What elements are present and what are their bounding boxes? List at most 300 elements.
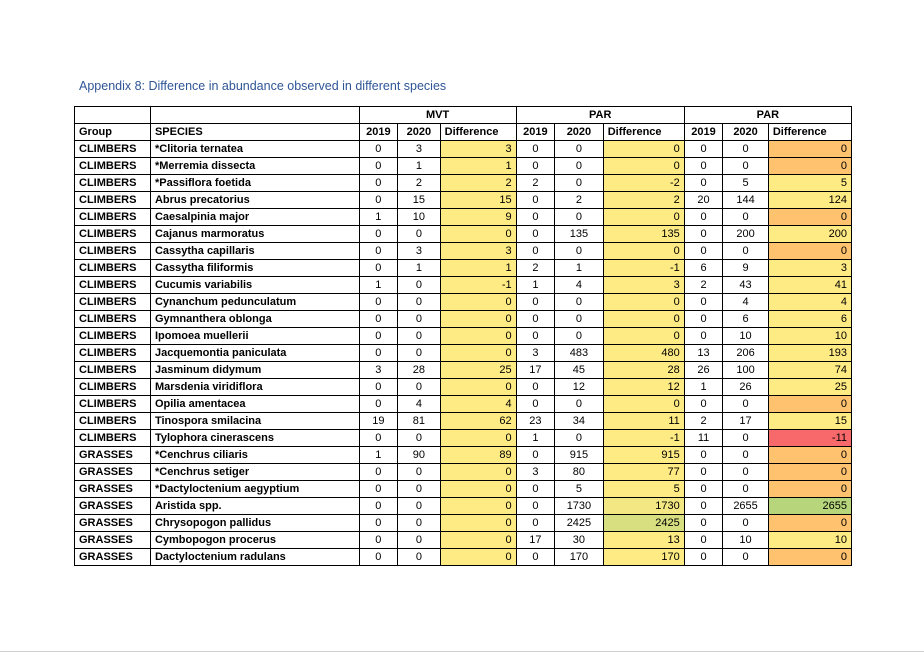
- table-row: [75, 447, 852, 464]
- par1-difference-cell: 2425: [603, 515, 684, 532]
- par2-2019-cell: 0: [684, 396, 722, 413]
- mvt-2019-cell: 0: [359, 260, 397, 277]
- mvt-difference-cell: 0: [440, 549, 516, 566]
- table-row: [75, 379, 852, 396]
- mvt-difference-cell: 0: [440, 311, 516, 328]
- mvt-difference-cell: -1: [440, 277, 516, 294]
- mvt-difference-cell: 0: [440, 532, 516, 549]
- mvt-2020-cell: 0: [398, 498, 441, 515]
- par1-2019-cell: 0: [516, 311, 554, 328]
- mvt-2020-cell: 0: [398, 277, 441, 294]
- par1-2020-cell: 0: [555, 175, 604, 192]
- mvt-2020-cell: 0: [398, 345, 441, 362]
- par1-2020-cell: 0: [555, 311, 604, 328]
- species-cell: Gymnanthera oblonga: [150, 311, 359, 328]
- par1-difference-cell: 5: [603, 481, 684, 498]
- mvt-2020-cell: 0: [398, 549, 441, 566]
- group-cell: CLIMBERS: [75, 345, 151, 362]
- mvt-2020-cell: 0: [398, 379, 441, 396]
- par1-2019-cell: 0: [516, 209, 554, 226]
- par1-2020-cell: 34: [555, 413, 604, 430]
- par2-2019-cell: 2: [684, 277, 722, 294]
- par1-2019-cell: 0: [516, 294, 554, 311]
- mvt-2019-cell: 0: [359, 141, 397, 158]
- species-cell: Tylophora cinerascens: [150, 430, 359, 447]
- par2-2020-cell: 4: [723, 294, 769, 311]
- group-cell: CLIMBERS: [75, 430, 151, 447]
- species-cell: Cassytha filiformis: [150, 260, 359, 277]
- par2-difference-cell: 5: [768, 175, 851, 192]
- par2-2020-cell: 9: [723, 260, 769, 277]
- group-cell: CLIMBERS: [75, 175, 151, 192]
- par1-difference-cell: 12: [603, 379, 684, 396]
- mvt-difference-cell: 15: [440, 192, 516, 209]
- par2-difference-cell: 10: [768, 328, 851, 345]
- group-cell: CLIMBERS: [75, 379, 151, 396]
- mvt-difference-cell: 2: [440, 175, 516, 192]
- col-header-par2-2019: 2019: [684, 124, 722, 141]
- par2-2019-cell: 2: [684, 413, 722, 430]
- table-row: [75, 260, 852, 277]
- mvt-2019-cell: 0: [359, 311, 397, 328]
- par2-2020-cell: 100: [723, 362, 769, 379]
- mvt-2019-cell: 0: [359, 158, 397, 175]
- par1-2020-cell: 0: [555, 209, 604, 226]
- table-body: [75, 141, 852, 566]
- col-header-species: SPECIES: [150, 124, 359, 141]
- mvt-difference-cell: 0: [440, 515, 516, 532]
- mvt-2019-cell: 3: [359, 362, 397, 379]
- species-cell: Jasminum didymum: [150, 362, 359, 379]
- species-cell: Ipomoea muellerii: [150, 328, 359, 345]
- par1-2019-cell: 0: [516, 192, 554, 209]
- par2-2019-cell: 1: [684, 379, 722, 396]
- par2-difference-cell: 3: [768, 260, 851, 277]
- species-cell: Cucumis variabilis: [150, 277, 359, 294]
- par1-difference-cell: 0: [603, 141, 684, 158]
- table-row: [75, 311, 852, 328]
- par2-difference-cell: 0: [768, 141, 851, 158]
- col-header-mvt-2019: 2019: [359, 124, 397, 141]
- group-cell: GRASSES: [75, 532, 151, 549]
- mvt-2020-cell: 1: [398, 260, 441, 277]
- par2-2019-cell: 0: [684, 481, 722, 498]
- mvt-2019-cell: 0: [359, 532, 397, 549]
- par2-2019-cell: 26: [684, 362, 722, 379]
- par1-difference-cell: -1: [603, 260, 684, 277]
- mvt-difference-cell: 0: [440, 345, 516, 362]
- par2-difference-cell: 4: [768, 294, 851, 311]
- par1-2019-cell: 17: [516, 362, 554, 379]
- mvt-2020-cell: 0: [398, 328, 441, 345]
- mvt-2020-cell: 0: [398, 481, 441, 498]
- abundance-table: [74, 106, 852, 566]
- species-cell: Cymbopogon procerus: [150, 532, 359, 549]
- par1-2020-cell: 0: [555, 328, 604, 345]
- par1-difference-cell: -1: [603, 430, 684, 447]
- par2-difference-cell: 0: [768, 158, 851, 175]
- table-row: [75, 481, 852, 498]
- par2-2019-cell: 20: [684, 192, 722, 209]
- par2-2020-cell: 10: [723, 328, 769, 345]
- par1-2020-cell: 1730: [555, 498, 604, 515]
- par1-difference-cell: 0: [603, 396, 684, 413]
- par1-2020-cell: 80: [555, 464, 604, 481]
- species-cell: Cajanus marmoratus: [150, 226, 359, 243]
- mvt-difference-cell: 3: [440, 243, 516, 260]
- table-row: [75, 362, 852, 379]
- species-cell: Marsdenia viridiflora: [150, 379, 359, 396]
- group-cell: CLIMBERS: [75, 294, 151, 311]
- site-header-par-2: PAR: [684, 107, 851, 124]
- par2-2019-cell: 0: [684, 226, 722, 243]
- par1-2019-cell: 0: [516, 328, 554, 345]
- group-cell: GRASSES: [75, 549, 151, 566]
- mvt-difference-cell: 0: [440, 226, 516, 243]
- par1-2019-cell: 0: [516, 447, 554, 464]
- par1-difference-cell: 0: [603, 243, 684, 260]
- group-cell: GRASSES: [75, 464, 151, 481]
- group-cell: GRASSES: [75, 481, 151, 498]
- mvt-2020-cell: 0: [398, 430, 441, 447]
- par1-difference-cell: 480: [603, 345, 684, 362]
- par1-2019-cell: 0: [516, 243, 554, 260]
- par1-2020-cell: 0: [555, 396, 604, 413]
- site-header-row: [75, 107, 852, 124]
- mvt-difference-cell: 4: [440, 396, 516, 413]
- par1-difference-cell: 915: [603, 447, 684, 464]
- par2-2019-cell: 0: [684, 464, 722, 481]
- species-cell: Abrus precatorius: [150, 192, 359, 209]
- mvt-2019-cell: 0: [359, 294, 397, 311]
- par2-2020-cell: 0: [723, 243, 769, 260]
- mvt-2019-cell: 0: [359, 498, 397, 515]
- par2-2020-cell: 200: [723, 226, 769, 243]
- par2-difference-cell: 193: [768, 345, 851, 362]
- table-row: [75, 396, 852, 413]
- mvt-2020-cell: 1: [398, 158, 441, 175]
- table-row: [75, 226, 852, 243]
- col-header-par1-difference: Difference: [603, 124, 684, 141]
- col-header-par2-difference: Difference: [768, 124, 851, 141]
- mvt-2019-cell: 0: [359, 379, 397, 396]
- par2-2020-cell: 0: [723, 141, 769, 158]
- table-row: [75, 192, 852, 209]
- species-cell: Jacquemontia paniculata: [150, 345, 359, 362]
- par1-2020-cell: 4: [555, 277, 604, 294]
- par1-2019-cell: 0: [516, 481, 554, 498]
- par1-2020-cell: 45: [555, 362, 604, 379]
- par2-difference-cell: 0: [768, 396, 851, 413]
- group-cell: CLIMBERS: [75, 311, 151, 328]
- appendix-caption: Appendix 8: Difference in abundance observed in different species: [79, 79, 447, 93]
- par2-2019-cell: 0: [684, 158, 722, 175]
- species-cell: Chrysopogon pallidus: [150, 515, 359, 532]
- mvt-2019-cell: 0: [359, 345, 397, 362]
- mvt-difference-cell: 62: [440, 413, 516, 430]
- mvt-2020-cell: 0: [398, 464, 441, 481]
- par1-2019-cell: 0: [516, 549, 554, 566]
- group-cell: CLIMBERS: [75, 209, 151, 226]
- species-cell: Aristida spp.: [150, 498, 359, 515]
- species-cell: *Clitoria ternatea: [150, 141, 359, 158]
- mvt-2020-cell: 15: [398, 192, 441, 209]
- par1-difference-cell: 0: [603, 209, 684, 226]
- par1-2020-cell: 170: [555, 549, 604, 566]
- par1-difference-cell: 0: [603, 328, 684, 345]
- par2-2020-cell: 6: [723, 311, 769, 328]
- species-cell: *Cenchrus setiger: [150, 464, 359, 481]
- par2-difference-cell: 124: [768, 192, 851, 209]
- par2-difference-cell: 200: [768, 226, 851, 243]
- par1-2020-cell: 12: [555, 379, 604, 396]
- page-bottom-divider: [0, 651, 924, 652]
- par2-difference-cell: 41: [768, 277, 851, 294]
- par1-2019-cell: 0: [516, 141, 554, 158]
- col-header-mvt-2020: 2020: [398, 124, 441, 141]
- mvt-2019-cell: 1: [359, 277, 397, 294]
- par2-difference-cell: 0: [768, 464, 851, 481]
- table-row: [75, 515, 852, 532]
- group-cell: CLIMBERS: [75, 141, 151, 158]
- mvt-difference-cell: 3: [440, 141, 516, 158]
- mvt-2020-cell: 0: [398, 311, 441, 328]
- species-cell: Dactyloctenium radulans: [150, 549, 359, 566]
- col-header-par1-2019: 2019: [516, 124, 554, 141]
- column-header-row: [75, 124, 852, 141]
- par2-2019-cell: 0: [684, 498, 722, 515]
- mvt-2019-cell: 19: [359, 413, 397, 430]
- table-row: [75, 328, 852, 345]
- par2-difference-cell: 0: [768, 481, 851, 498]
- table-row: [75, 532, 852, 549]
- group-cell: CLIMBERS: [75, 396, 151, 413]
- mvt-2019-cell: 0: [359, 430, 397, 447]
- par2-2020-cell: 2655: [723, 498, 769, 515]
- par1-2019-cell: 2: [516, 260, 554, 277]
- mvt-2019-cell: 0: [359, 243, 397, 260]
- par1-difference-cell: 0: [603, 158, 684, 175]
- mvt-2020-cell: 81: [398, 413, 441, 430]
- par1-difference-cell: 28: [603, 362, 684, 379]
- par2-difference-cell: 6: [768, 311, 851, 328]
- mvt-difference-cell: 0: [440, 379, 516, 396]
- mvt-2020-cell: 0: [398, 226, 441, 243]
- mvt-2019-cell: 0: [359, 328, 397, 345]
- par2-2019-cell: 0: [684, 447, 722, 464]
- par2-2020-cell: 0: [723, 158, 769, 175]
- par1-2019-cell: 0: [516, 158, 554, 175]
- table-row: [75, 175, 852, 192]
- par1-2020-cell: 2425: [555, 515, 604, 532]
- par1-2020-cell: 0: [555, 158, 604, 175]
- col-header-group: Group: [75, 124, 151, 141]
- par1-2019-cell: 3: [516, 345, 554, 362]
- blank-header-cell: [75, 107, 151, 124]
- mvt-2020-cell: 0: [398, 532, 441, 549]
- par2-2019-cell: 0: [684, 141, 722, 158]
- mvt-difference-cell: 0: [440, 328, 516, 345]
- group-cell: CLIMBERS: [75, 192, 151, 209]
- group-cell: GRASSES: [75, 515, 151, 532]
- par2-2020-cell: 0: [723, 447, 769, 464]
- species-cell: *Cenchrus ciliaris: [150, 447, 359, 464]
- blank-header-cell: [150, 107, 359, 124]
- par1-difference-cell: 0: [603, 311, 684, 328]
- par1-2020-cell: 0: [555, 141, 604, 158]
- par2-2020-cell: 0: [723, 481, 769, 498]
- par1-2020-cell: 2: [555, 192, 604, 209]
- group-cell: CLIMBERS: [75, 243, 151, 260]
- par2-2020-cell: 0: [723, 396, 769, 413]
- mvt-difference-cell: 1: [440, 158, 516, 175]
- par1-2020-cell: 915: [555, 447, 604, 464]
- par2-2020-cell: 144: [723, 192, 769, 209]
- par2-2020-cell: 5: [723, 175, 769, 192]
- par1-difference-cell: 135: [603, 226, 684, 243]
- mvt-2019-cell: 0: [359, 481, 397, 498]
- par2-2020-cell: 17: [723, 413, 769, 430]
- mvt-difference-cell: 0: [440, 498, 516, 515]
- species-cell: Cassytha capillaris: [150, 243, 359, 260]
- par2-2019-cell: 0: [684, 515, 722, 532]
- group-cell: CLIMBERS: [75, 226, 151, 243]
- par2-2019-cell: 0: [684, 532, 722, 549]
- par2-2019-cell: 0: [684, 209, 722, 226]
- par2-2020-cell: 0: [723, 464, 769, 481]
- par2-2020-cell: 26: [723, 379, 769, 396]
- par2-difference-cell: -11: [768, 430, 851, 447]
- par1-2019-cell: 0: [516, 498, 554, 515]
- table-row: [75, 498, 852, 515]
- mvt-difference-cell: 0: [440, 294, 516, 311]
- par1-difference-cell: 11: [603, 413, 684, 430]
- par1-2020-cell: 0: [555, 430, 604, 447]
- par2-difference-cell: 10: [768, 532, 851, 549]
- par1-2019-cell: 0: [516, 379, 554, 396]
- mvt-difference-cell: 0: [440, 430, 516, 447]
- col-header-par1-2020: 2020: [555, 124, 604, 141]
- table-row: [75, 294, 852, 311]
- par1-2019-cell: 2: [516, 175, 554, 192]
- mvt-2020-cell: 90: [398, 447, 441, 464]
- par1-2020-cell: 0: [555, 294, 604, 311]
- par2-2019-cell: 0: [684, 243, 722, 260]
- table-row: [75, 141, 852, 158]
- mvt-2020-cell: 28: [398, 362, 441, 379]
- mvt-2019-cell: 0: [359, 515, 397, 532]
- mvt-2020-cell: 2: [398, 175, 441, 192]
- par2-2019-cell: 0: [684, 328, 722, 345]
- species-cell: *Dactyloctenium aegyptium: [150, 481, 359, 498]
- mvt-difference-cell: 89: [440, 447, 516, 464]
- table-row: [75, 345, 852, 362]
- mvt-2020-cell: 0: [398, 515, 441, 532]
- table-row: [75, 549, 852, 566]
- col-header-mvt-difference: Difference: [440, 124, 516, 141]
- species-cell: Cynanchum pedunculatum: [150, 294, 359, 311]
- mvt-2019-cell: 0: [359, 192, 397, 209]
- species-cell: Tinospora smilacina: [150, 413, 359, 430]
- group-cell: CLIMBERS: [75, 158, 151, 175]
- par1-2020-cell: 1: [555, 260, 604, 277]
- mvt-difference-cell: 1: [440, 260, 516, 277]
- par1-difference-cell: 77: [603, 464, 684, 481]
- par2-2019-cell: 13: [684, 345, 722, 362]
- mvt-difference-cell: 25: [440, 362, 516, 379]
- group-cell: GRASSES: [75, 498, 151, 515]
- par2-difference-cell: 25: [768, 379, 851, 396]
- mvt-2020-cell: 3: [398, 141, 441, 158]
- mvt-2019-cell: 0: [359, 549, 397, 566]
- par1-2020-cell: 135: [555, 226, 604, 243]
- group-cell: CLIMBERS: [75, 362, 151, 379]
- mvt-2019-cell: 0: [359, 226, 397, 243]
- species-cell: *Merremia dissecta: [150, 158, 359, 175]
- par2-difference-cell: 0: [768, 515, 851, 532]
- par2-2020-cell: 0: [723, 515, 769, 532]
- mvt-difference-cell: 9: [440, 209, 516, 226]
- par2-difference-cell: 0: [768, 447, 851, 464]
- par1-2019-cell: 1: [516, 277, 554, 294]
- par2-2019-cell: 0: [684, 311, 722, 328]
- par2-2020-cell: 10: [723, 532, 769, 549]
- par2-2020-cell: 43: [723, 277, 769, 294]
- mvt-2020-cell: 4: [398, 396, 441, 413]
- par1-2020-cell: 0: [555, 243, 604, 260]
- mvt-2019-cell: 1: [359, 447, 397, 464]
- group-cell: GRASSES: [75, 447, 151, 464]
- par1-2019-cell: 0: [516, 396, 554, 413]
- species-cell: Opilia amentacea: [150, 396, 359, 413]
- mvt-2020-cell: 0: [398, 294, 441, 311]
- par1-difference-cell: 170: [603, 549, 684, 566]
- par2-difference-cell: 0: [768, 209, 851, 226]
- par2-difference-cell: 15: [768, 413, 851, 430]
- par1-difference-cell: 0: [603, 294, 684, 311]
- table-row: [75, 158, 852, 175]
- par2-difference-cell: 0: [768, 243, 851, 260]
- table-row: [75, 277, 852, 294]
- par1-2019-cell: 17: [516, 532, 554, 549]
- mvt-2019-cell: 0: [359, 464, 397, 481]
- par1-difference-cell: 2: [603, 192, 684, 209]
- par1-difference-cell: 13: [603, 532, 684, 549]
- table-row: [75, 430, 852, 447]
- group-cell: CLIMBERS: [75, 277, 151, 294]
- group-cell: CLIMBERS: [75, 328, 151, 345]
- site-header-mvt: MVT: [359, 107, 516, 124]
- mvt-2020-cell: 3: [398, 243, 441, 260]
- par2-2019-cell: 0: [684, 549, 722, 566]
- par1-2019-cell: 1: [516, 430, 554, 447]
- par1-difference-cell: -2: [603, 175, 684, 192]
- table-row: [75, 243, 852, 260]
- table-row: [75, 464, 852, 481]
- mvt-2019-cell: 1: [359, 209, 397, 226]
- col-header-par2-2020: 2020: [723, 124, 769, 141]
- par2-2020-cell: 206: [723, 345, 769, 362]
- par2-2020-cell: 0: [723, 209, 769, 226]
- par2-difference-cell: 2655: [768, 498, 851, 515]
- group-cell: CLIMBERS: [75, 260, 151, 277]
- par2-2020-cell: 0: [723, 549, 769, 566]
- par1-difference-cell: 1730: [603, 498, 684, 515]
- par2-2019-cell: 11: [684, 430, 722, 447]
- par1-2019-cell: 23: [516, 413, 554, 430]
- par1-2020-cell: 5: [555, 481, 604, 498]
- mvt-2019-cell: 0: [359, 175, 397, 192]
